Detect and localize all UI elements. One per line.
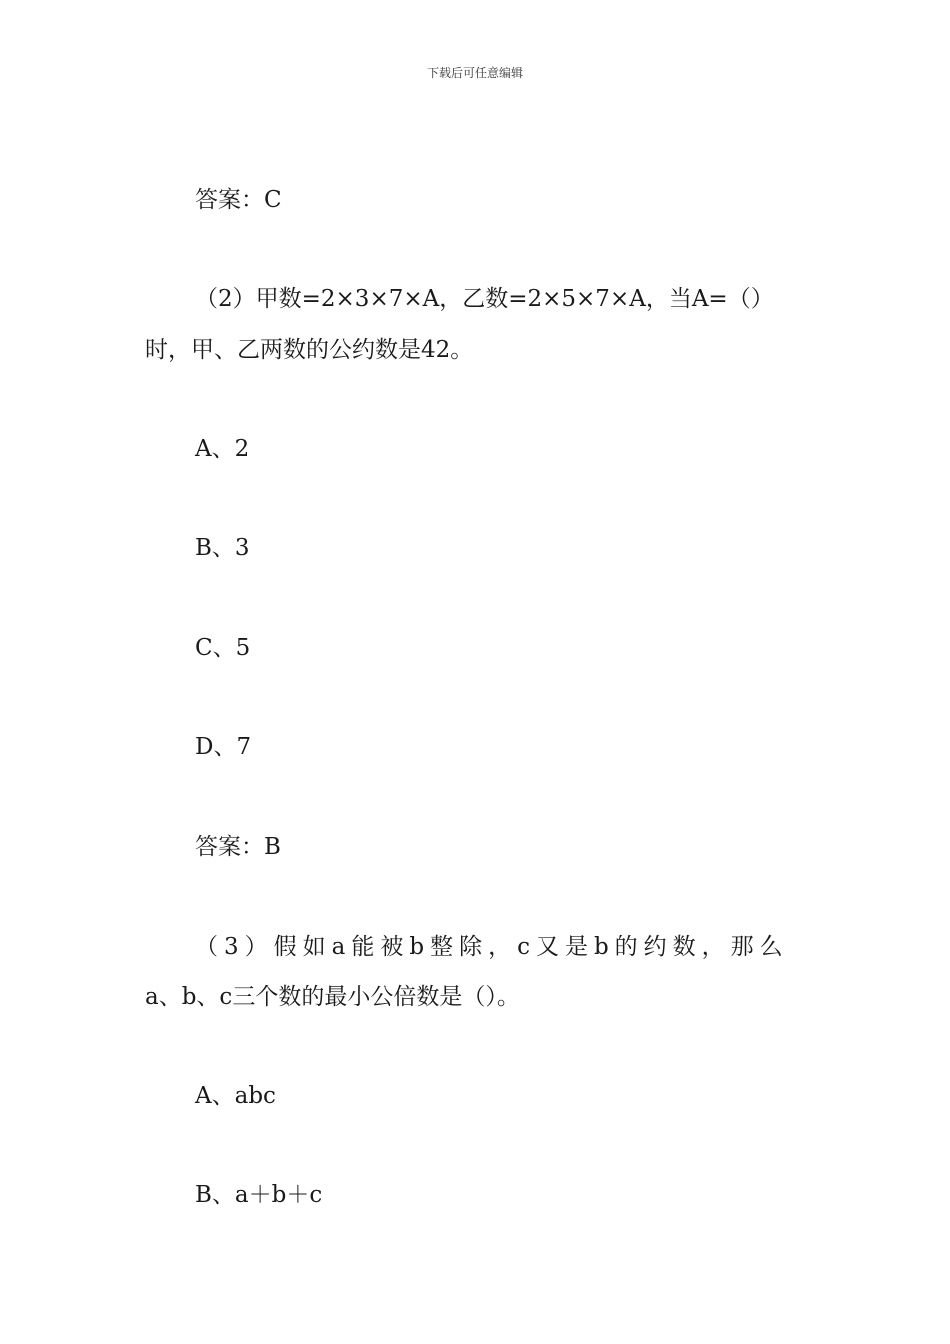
q2-option-d: D、7 xyxy=(195,734,252,760)
question-2-line-2: 时，甲、乙两数的公约数是42。 xyxy=(145,337,474,363)
answer-q1: 答案：C xyxy=(195,187,282,213)
question-3-line-1: （3）假如a能被b整除，c又是b的约数，那么 xyxy=(195,934,789,960)
question-2-line-1: （2）甲数=2×3×7×A，乙数=2×5×7×A，当A=（） xyxy=(195,286,774,312)
page-header: 下载后可任意编辑 xyxy=(426,66,523,80)
answer-q2: 答案：B xyxy=(195,834,281,860)
q3-option-a: A、abc xyxy=(195,1083,276,1109)
q2-option-c: C、5 xyxy=(195,635,251,661)
q3-option-b: B、a＋b＋c xyxy=(195,1182,323,1208)
q2-option-a: A、2 xyxy=(195,436,250,462)
question-3-line-2: a、b、c三个数的最小公倍数是（）。 xyxy=(145,984,520,1010)
q2-option-b: B、3 xyxy=(195,535,250,561)
